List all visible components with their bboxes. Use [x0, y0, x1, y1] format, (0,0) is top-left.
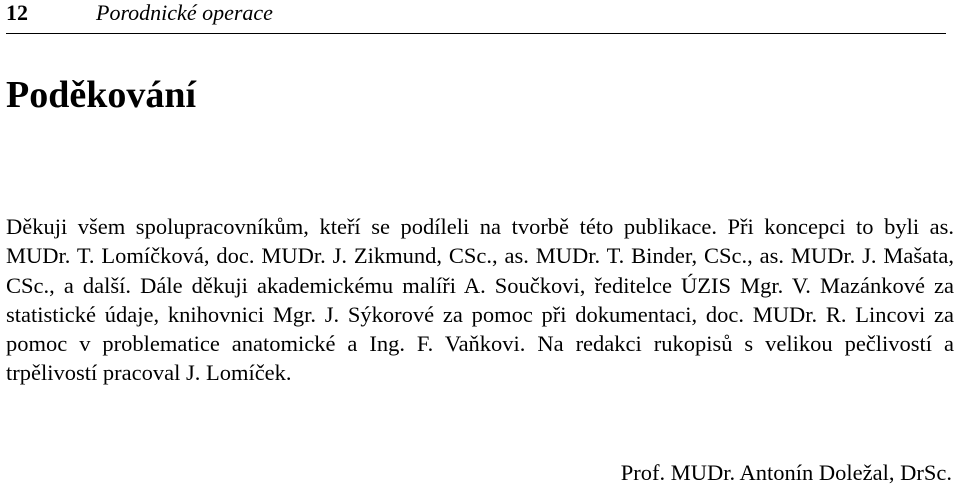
running-header: [6, 0, 946, 34]
acknowledgement-paragraph: Děkuji všem spolupracovníkům, kteří se podíleli na tvorbě této publikace. Při koncepci to byli as. MUDr. T. Lomíčková, doc. MUDr. J. Zikmund, CSc., as. MUDr. T. Binder, CSc., as. MUDr. J. Mašata, CSc., a další. Dále děkuji akademickému malíři A. Součkovi, ředitelce ÚZIS Mgr. V. Mazánkové za statistické údaje, knihovnici Mgr. J. Sýkorové za pomoc při dokumentaci, doc. MUDr. R. Lincovi za pomoc v problematice anatomické a Ing. F. Vaňkovi. Na redakci rukopisů s velikou pečlivostí a trpělivostí pracoval J. Lomíček.: [6, 214, 954, 386]
page-number: 12: [6, 0, 28, 25]
section-heading: Poděkování: [6, 74, 197, 116]
author-signature: Prof. MUDr. Antonín Doležal, DrSc.: [620, 460, 952, 485]
running-title: Porodnické operace: [96, 0, 273, 25]
